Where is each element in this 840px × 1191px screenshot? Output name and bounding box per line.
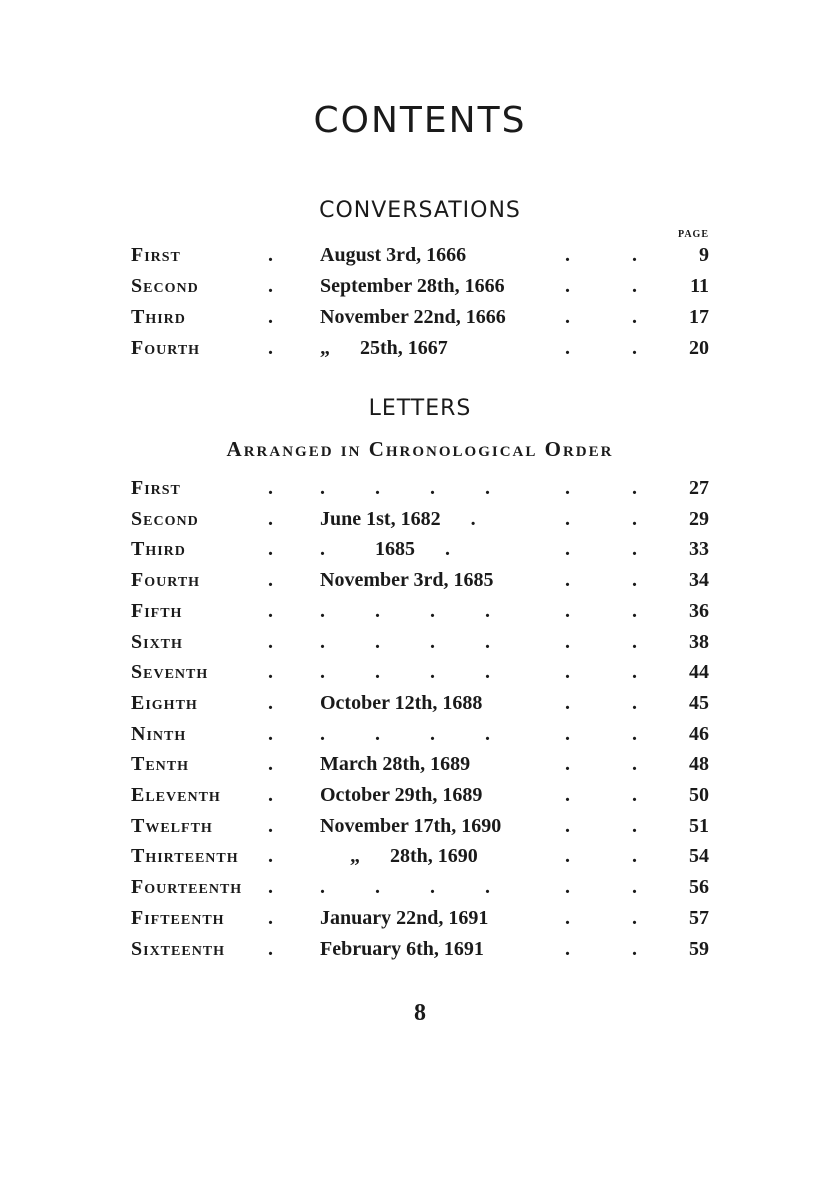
entry-page-number: 57 <box>689 906 709 929</box>
entry-page-number: 17 <box>689 306 709 328</box>
entry-date: „ 28th, 1690 <box>320 845 478 868</box>
toc-row[interactable] <box>0 780 840 810</box>
entry-ordinal: Fifth <box>131 599 183 622</box>
toc-row[interactable] <box>0 565 840 595</box>
leader-dot: . <box>268 661 273 684</box>
entry-ordinal: Fourteenth <box>131 876 243 899</box>
entry-ordinal: Seventh <box>131 661 209 684</box>
leader-dot: . <box>268 691 273 714</box>
leader-dot: . <box>565 599 570 622</box>
entry-date: January 22nd, 1691 <box>320 906 489 929</box>
leader-dot: . <box>632 906 637 929</box>
leader-dot: . <box>565 477 570 499</box>
entry-page-number: 56 <box>689 876 709 899</box>
leader-dot: . <box>632 722 637 745</box>
leader-dot: . <box>565 569 570 592</box>
entry-page-number: 11 <box>690 275 709 297</box>
toc-row[interactable] <box>0 811 840 841</box>
page-column-label: PAGE <box>677 229 709 240</box>
page-folio: 8 <box>414 1000 426 1026</box>
entry-date: October 29th, 1689 <box>320 784 483 806</box>
leader-dot: . <box>632 753 637 776</box>
leader-dot: . <box>565 275 570 297</box>
leader-dot: . <box>565 784 570 806</box>
entry-ordinal: Sixteenth <box>131 937 226 960</box>
toc-row[interactable] <box>0 688 840 718</box>
leader-dot: . <box>565 876 570 899</box>
leader-dot: . <box>632 337 637 359</box>
leader-dot: . <box>632 691 637 714</box>
entry-date: August 3rd, 1666 <box>320 244 467 266</box>
entry-page-number: 34 <box>689 569 709 592</box>
toc-row[interactable] <box>0 627 840 657</box>
leader-dot: . <box>268 937 273 960</box>
entry-ordinal: Fourth <box>131 337 201 359</box>
entry-date: . . . . <box>320 661 490 684</box>
toc-row[interactable] <box>0 596 840 626</box>
toc-row[interactable] <box>0 302 840 332</box>
leader-dot: . <box>632 937 637 960</box>
conversations-heading: CONVERSATIONS <box>319 198 521 223</box>
entry-date: November 22nd, 1666 <box>320 306 506 328</box>
entry-page-number: 36 <box>689 599 709 622</box>
entry-ordinal: Fifteenth <box>131 906 225 929</box>
leader-dot: . <box>268 630 273 653</box>
entry-page-number: 50 <box>689 784 709 806</box>
letters-heading: LETTERS <box>368 396 472 421</box>
entry-ordinal: Third <box>131 538 186 561</box>
entry-ordinal: Tenth <box>131 753 190 776</box>
leader-dot: . <box>268 722 273 745</box>
entry-date: . . . . <box>320 599 490 622</box>
entry-date: . . . . <box>320 722 490 745</box>
entry-ordinal: Ninth <box>131 722 187 745</box>
leader-dot: . <box>565 814 570 837</box>
leader-dot: . <box>632 306 637 328</box>
letters-subtitle: Arranged in Chronological Order <box>226 437 614 461</box>
toc-row[interactable] <box>0 504 840 534</box>
leader-dot: . <box>268 753 273 776</box>
entry-ordinal: Second <box>131 507 199 530</box>
toc-row[interactable] <box>0 240 840 270</box>
entry-date: . . . . <box>320 630 490 653</box>
entry-date: March 28th, 1689 <box>320 753 471 776</box>
leader-dot: . <box>632 845 637 868</box>
toc-row[interactable] <box>0 473 840 503</box>
entry-page-number: 45 <box>689 691 709 714</box>
leader-dot: . <box>632 507 637 530</box>
entry-page-number: 51 <box>689 814 709 837</box>
leader-dot: . <box>268 507 273 530</box>
entry-page-number: 38 <box>689 630 709 653</box>
entry-page-number: 27 <box>689 477 709 499</box>
entry-date: June 1st, 1682 . <box>320 507 476 530</box>
leader-dot: . <box>632 630 637 653</box>
entry-ordinal: Fourth <box>131 569 201 592</box>
entry-date: October 12th, 1688 <box>320 691 483 714</box>
entry-ordinal: Third <box>131 306 186 328</box>
leader-dot: . <box>268 477 273 499</box>
toc-row[interactable] <box>0 841 840 871</box>
leader-dot: . <box>565 845 570 868</box>
leader-dot: . <box>632 538 637 561</box>
entry-ordinal: First <box>131 477 181 499</box>
entry-date: September 28th, 1666 <box>320 275 505 297</box>
leader-dot: . <box>268 538 273 561</box>
leader-dot: . <box>632 814 637 837</box>
leader-dot: . <box>268 244 273 266</box>
entry-page-number: 33 <box>689 538 709 561</box>
entry-date: . . . . <box>320 876 490 899</box>
entry-ordinal: Second <box>131 275 199 297</box>
entry-page-number: 48 <box>689 753 709 776</box>
entry-ordinal: Eleventh <box>131 784 221 806</box>
leader-dot: . <box>268 845 273 868</box>
leader-dot: . <box>565 538 570 561</box>
leader-dot: . <box>565 722 570 745</box>
leader-dot: . <box>268 569 273 592</box>
entry-page-number: 29 <box>689 507 709 530</box>
leader-dot: . <box>565 906 570 929</box>
entry-page-number: 9 <box>699 244 709 266</box>
leader-dot: . <box>632 569 637 592</box>
leader-dot: . <box>268 337 273 359</box>
leader-dot: . <box>565 337 570 359</box>
leader-dot: . <box>268 784 273 806</box>
leader-dot: . <box>632 477 637 499</box>
toc-row[interactable] <box>0 271 840 301</box>
leader-dot: . <box>268 599 273 622</box>
toc-row[interactable] <box>0 934 840 964</box>
entry-date: November 17th, 1690 <box>320 814 502 837</box>
entry-date: February 6th, 1691 <box>320 937 484 960</box>
entry-ordinal: Twelfth <box>131 814 213 837</box>
page-title: CONTENTS <box>313 100 527 141</box>
entry-page-number: 54 <box>689 845 709 868</box>
toc-row[interactable] <box>0 534 840 564</box>
leader-dot: . <box>565 507 570 530</box>
toc-row[interactable] <box>0 657 840 687</box>
entry-page-number: 44 <box>689 661 709 684</box>
entry-date: „ 25th, 1667 <box>320 337 448 359</box>
leader-dot: . <box>565 691 570 714</box>
entry-page-number: 46 <box>689 722 709 745</box>
leader-dot: . <box>632 661 637 684</box>
leader-dot: . <box>268 814 273 837</box>
leader-dot: . <box>565 937 570 960</box>
leader-dot: . <box>565 630 570 653</box>
leader-dot: . <box>632 784 637 806</box>
entry-page-number: 20 <box>689 337 709 359</box>
leader-dot: . <box>632 599 637 622</box>
entry-date: . . . . <box>320 477 490 499</box>
leader-dot: . <box>565 661 570 684</box>
entry-date: November 3rd, 1685 <box>320 569 494 592</box>
entry-page-number: 59 <box>689 937 709 960</box>
toc-row[interactable] <box>0 719 840 749</box>
toc-row[interactable] <box>0 749 840 779</box>
entry-ordinal: Thirteenth <box>131 845 239 868</box>
leader-dot: . <box>632 244 637 266</box>
leader-dot: . <box>268 275 273 297</box>
leader-dot: . <box>565 753 570 776</box>
toc-row[interactable] <box>0 872 840 902</box>
leader-dot: . <box>632 275 637 297</box>
toc-row[interactable] <box>0 903 840 933</box>
leader-dot: . <box>565 306 570 328</box>
leader-dot: . <box>565 244 570 266</box>
entry-ordinal: Sixth <box>131 630 183 653</box>
leader-dot: . <box>268 306 273 328</box>
entry-date: . 1685 . <box>320 538 450 561</box>
entry-ordinal: Eighth <box>131 691 198 714</box>
entry-ordinal: First <box>131 244 181 266</box>
leader-dot: . <box>268 906 273 929</box>
leader-dot: . <box>268 876 273 899</box>
leader-dot: . <box>632 876 637 899</box>
toc-row[interactable] <box>0 333 840 363</box>
